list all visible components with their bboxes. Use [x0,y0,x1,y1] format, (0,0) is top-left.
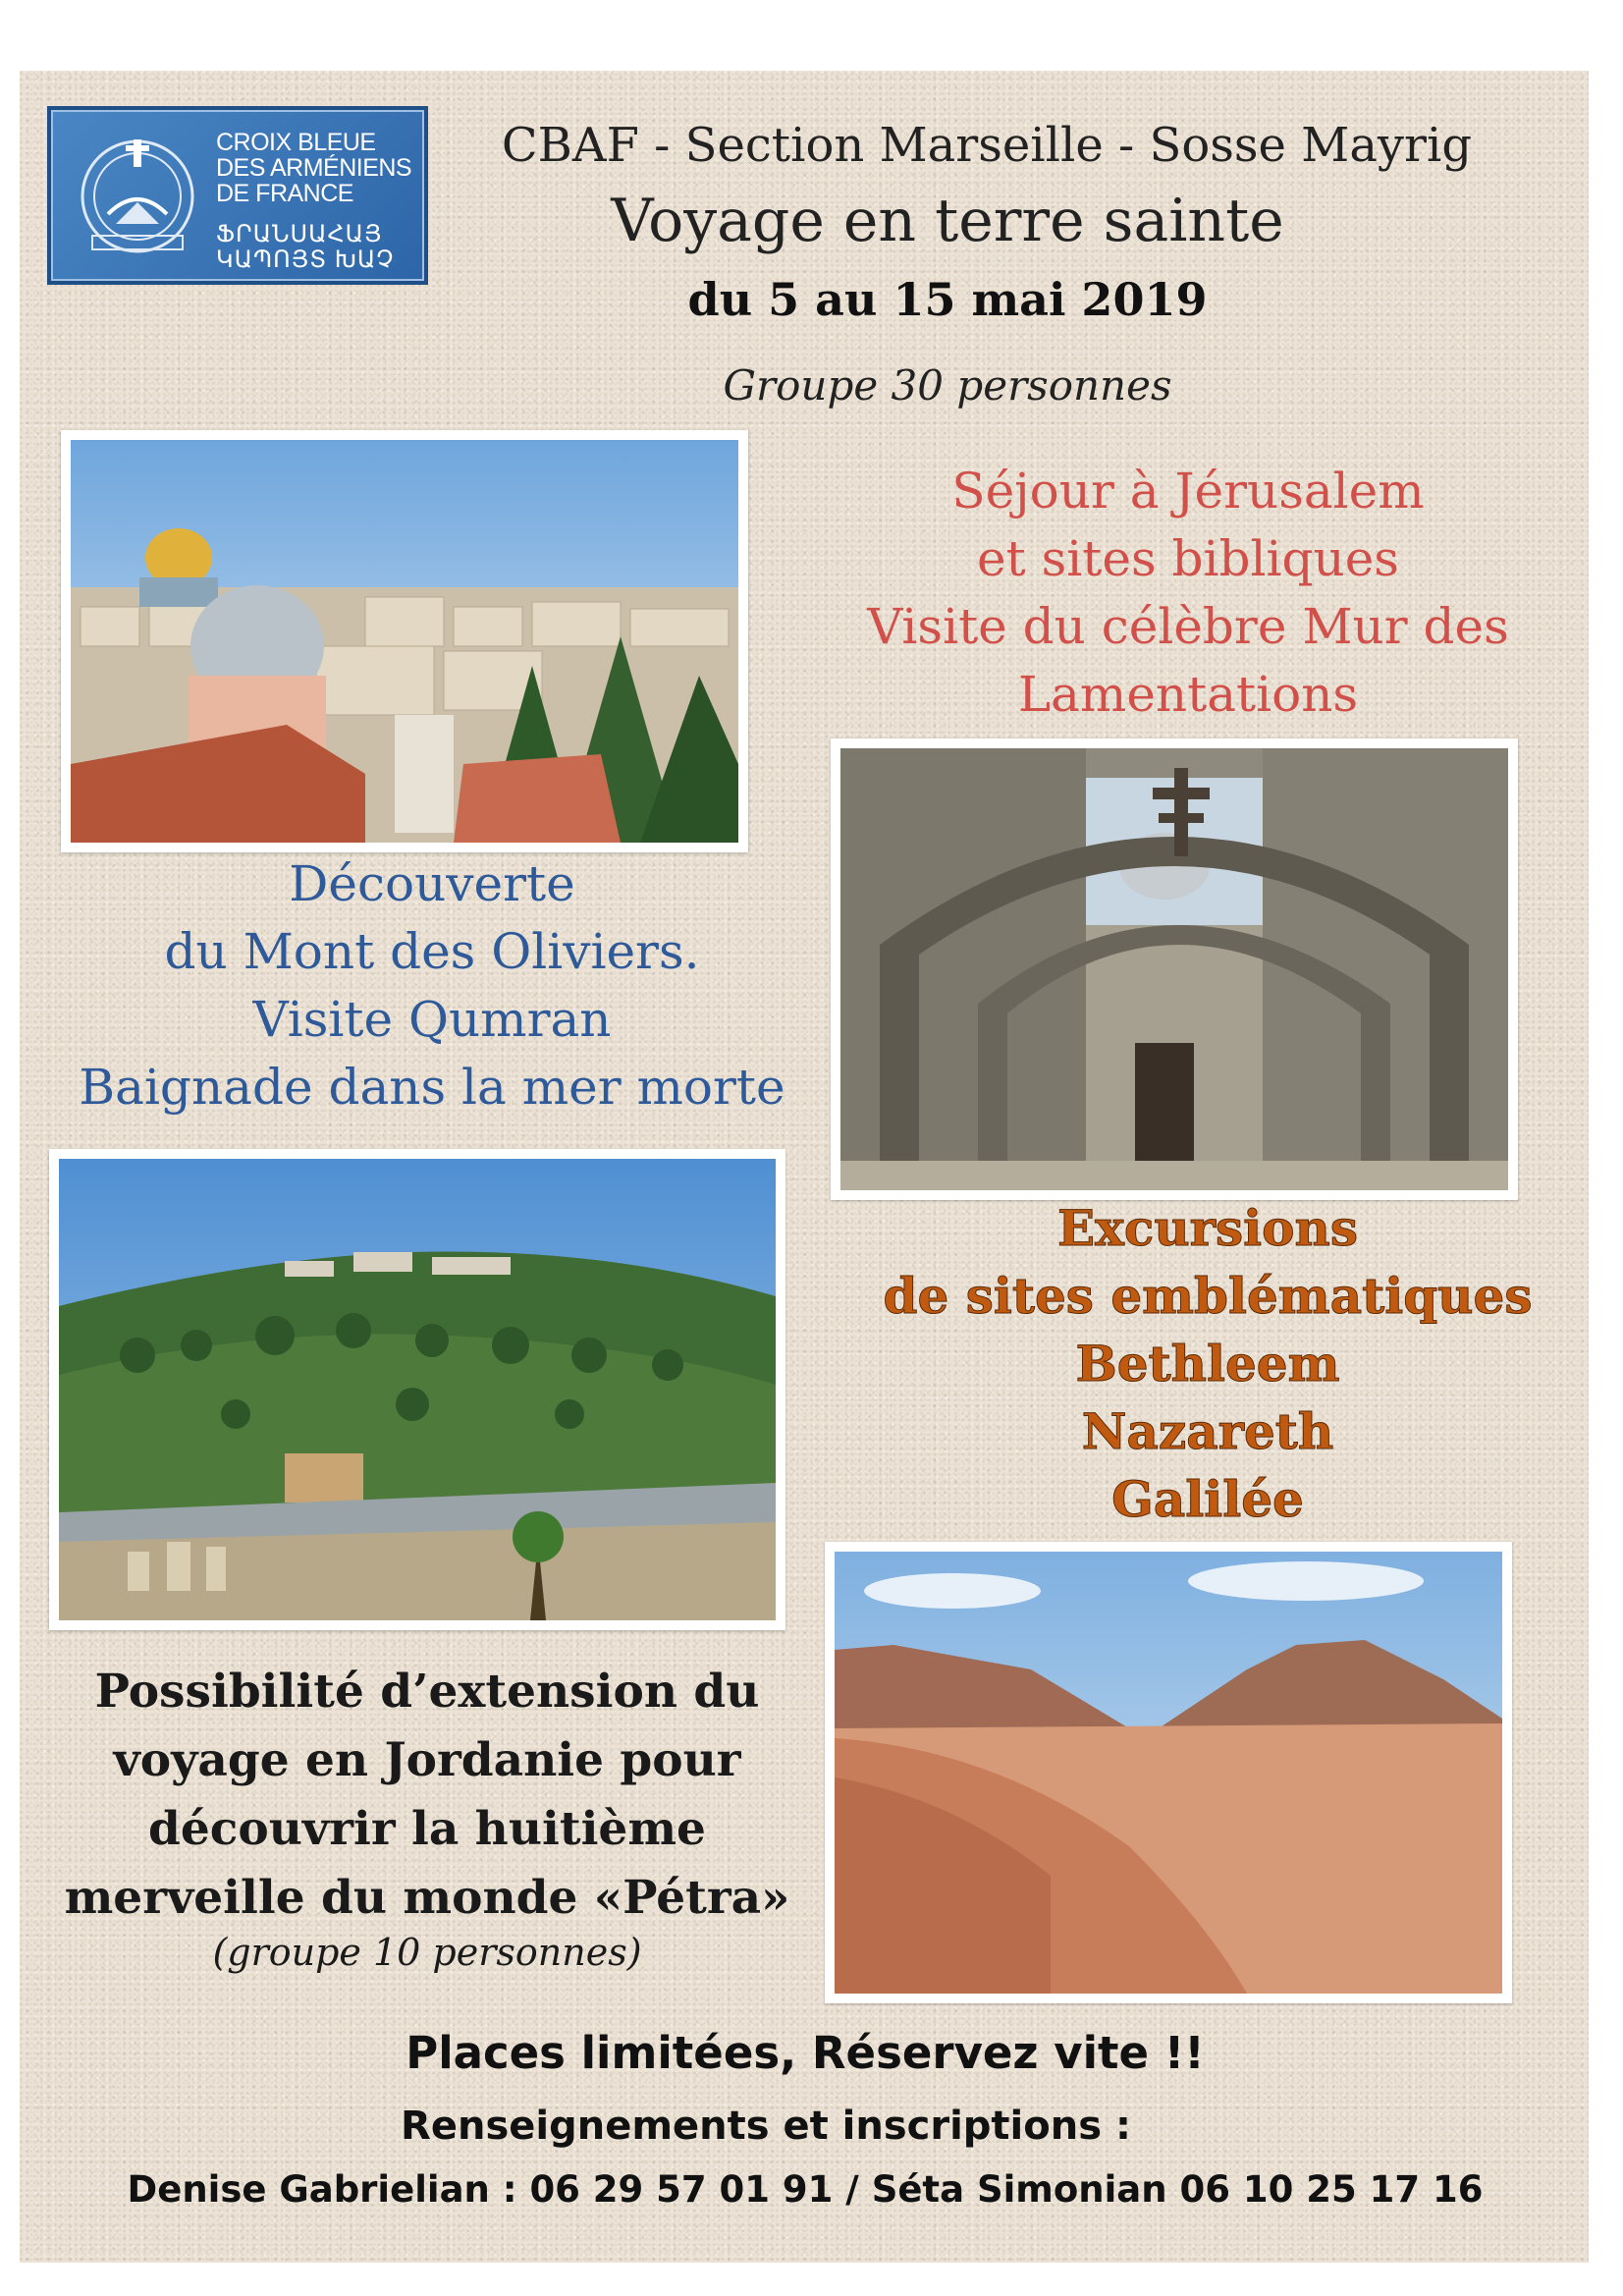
jerusalem-image [71,440,738,843]
excursions-line-1: Excursions [1056,1199,1359,1257]
jordanie-line-3: découvrir la huitième [148,1802,706,1856]
jerusalem-line-3: Visite du célèbre Mur des [867,598,1509,655]
excursions-line-5: Galilée [1111,1470,1304,1528]
photo-mount-of-olives [49,1149,785,1630]
organization-line: CBAF - Section Marseille - Sosse Mayrig [501,118,1473,173]
group-size: Groupe 30 personnes [723,361,1172,410]
logo-line-2: DES ARMÉNIENS [216,154,412,182]
jerusalem-line-4: Lamentations [1017,666,1359,723]
logo-armenian-line-2: ԿԱՊՈՅՏ ԽԱՉ [216,246,395,273]
jerusalem-description [805,458,1571,729]
logo-line-1: CROIX BLEUE [216,129,376,156]
mount-of-olives-image [59,1159,776,1620]
trip-title: Voyage en terre sainte [611,187,1284,255]
stone-arches-image [840,748,1508,1190]
jerusalem-line-1: Séjour à Jérusalem [951,463,1425,519]
photo-via-dolorosa [831,738,1518,1200]
photo-jerusalem [61,430,748,852]
photo-wadi-rum-desert [825,1542,1512,2003]
trip-dates: du 5 au 15 mai 2019 [687,273,1208,326]
armenian-cross-emblem-icon [69,126,206,263]
jordanie-line-2: voyage en Jordanie pour [113,1733,741,1787]
oliviers-line-3: Visite Qumran [252,991,612,1048]
oliviers-line-1: Découverte [289,855,575,912]
jordanie-group-note: (groupe 10 personnes) [212,1931,642,1974]
jordanie-line-4: merveille du monde «Pétra» [64,1871,790,1925]
excursions-line-2: de sites emblématiques [883,1267,1533,1325]
croix-bleue-logo [47,106,428,285]
oliviers-line-4: Baignade dans la mer morte [79,1059,785,1116]
oliviers-line-2: du Mont des Oliviers. [164,923,700,980]
limited-places: Places limitées, Réservez vite !! [406,2027,1205,2079]
oliviers-description [39,850,825,1121]
excursions-description [825,1194,1591,1533]
excursions-line-4: Nazareth [1081,1402,1334,1460]
desert-image [835,1552,1502,1994]
contact-phones: Denise Gabrielian : 06 29 57 01 91 / Séta Simonian 06 10 25 17 16 [127,2168,1484,2211]
jordanie-line-1: Possibilité d’extension du [94,1665,760,1719]
jerusalem-line-2: et sites bibliques [977,530,1399,587]
logo-line-3: DE FRANCE [216,180,353,207]
excursions-line-3: Bethleem [1075,1335,1340,1393]
logo-text-armenian [216,222,412,273]
logo-text-french [216,130,412,206]
jordanie-extension [39,1658,815,1933]
logo-armenian-line-1: ՖՐԱՆՍԱՀԱՅ [216,221,383,247]
info-heading: Renseignements et inscriptions : [401,2104,1131,2149]
